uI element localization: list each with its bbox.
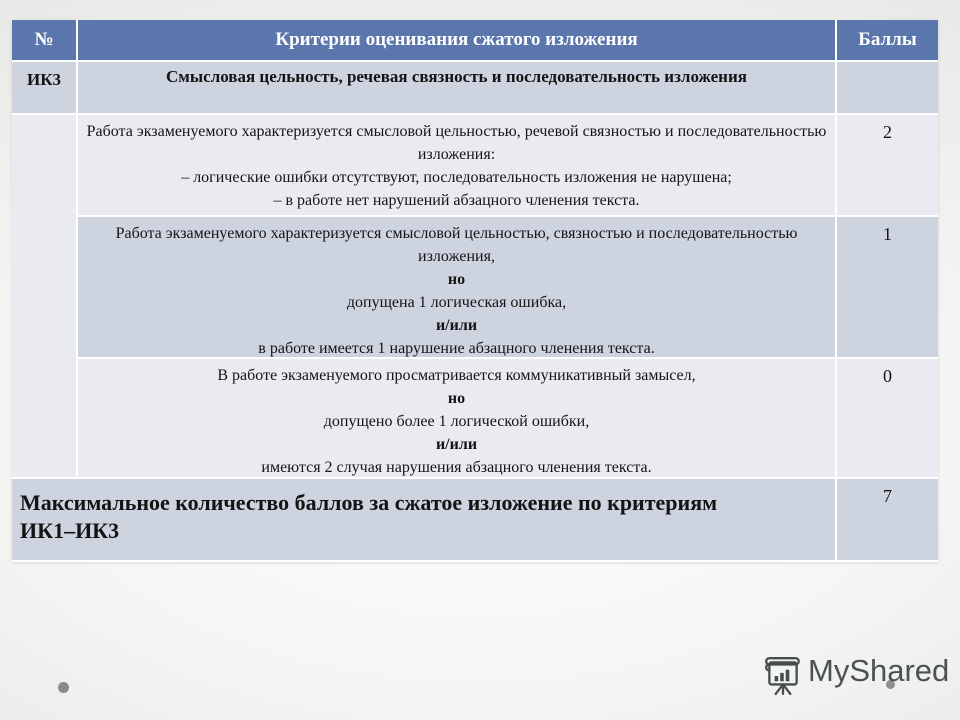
- myshared-logo[interactable]: [762, 652, 949, 696]
- criteria-line: имеются 2 случая нарушения абзацного членения текста.: [261, 459, 652, 476]
- score-cell-2: 2: [837, 115, 938, 215]
- total-score-cell: 7: [837, 479, 938, 560]
- header-cell-criteria: Критерии оценивания сжатого изложения: [78, 20, 835, 60]
- criteria-line: Работа экзаменуемого характеризуется смысловой цельностью, речевой связностью и последовательностью изложения:: [86, 123, 827, 163]
- easel-chart-icon: [762, 654, 804, 696]
- criteria-cell-score-2: [78, 115, 835, 215]
- criteria-line: Работа экзаменуемого характеризуется смысловой цельностью, связностью и последовательностью изложения,: [115, 225, 798, 265]
- total-label-cell: Максимальное количество баллов за сжатое изложение по критериям ИК1–ИК3: [12, 479, 835, 560]
- bullet-dot-left: [58, 682, 69, 693]
- number-column-merged-cell: [12, 115, 76, 477]
- ik3-criteria-cell: Смысловая цельность, речевая связность и последовательность изложения: [78, 62, 835, 113]
- criteria-line: и/или: [435, 436, 478, 453]
- criteria-line: – логические ошибки отсутствуют, последовательность изложения не нарушена;: [181, 169, 732, 186]
- ik3-score-cell: [837, 62, 938, 113]
- grading-criteria-table: [12, 20, 938, 562]
- criteria-line: но: [447, 271, 466, 288]
- criteria-line: но: [447, 390, 466, 407]
- criteria-line: – в работе нет нарушений абзацного членения текста.: [273, 192, 640, 209]
- criteria-line: и/или: [435, 317, 478, 334]
- criteria-line: В работе экзаменуемого просматривается коммуникативный замысел,: [217, 367, 696, 384]
- criteria-cell-score-1: [78, 217, 835, 357]
- criteria-line: допущена 1 логическая ошибка,: [346, 294, 567, 311]
- score-cell-0: 0: [837, 359, 938, 477]
- score-cell-1: 1: [837, 217, 938, 357]
- criteria-cell-score-0: [78, 359, 835, 477]
- header-cell-score: Баллы: [837, 20, 938, 60]
- criteria-line: допущено более 1 логической ошибки,: [323, 413, 590, 430]
- ik3-number-cell: ИК3: [12, 62, 76, 113]
- criteria-line: в работе имеется 1 нарушение абзацного членения текста.: [258, 340, 655, 357]
- header-cell-number: №: [12, 20, 76, 60]
- myshared-logo-text: MyShared: [808, 653, 950, 688]
